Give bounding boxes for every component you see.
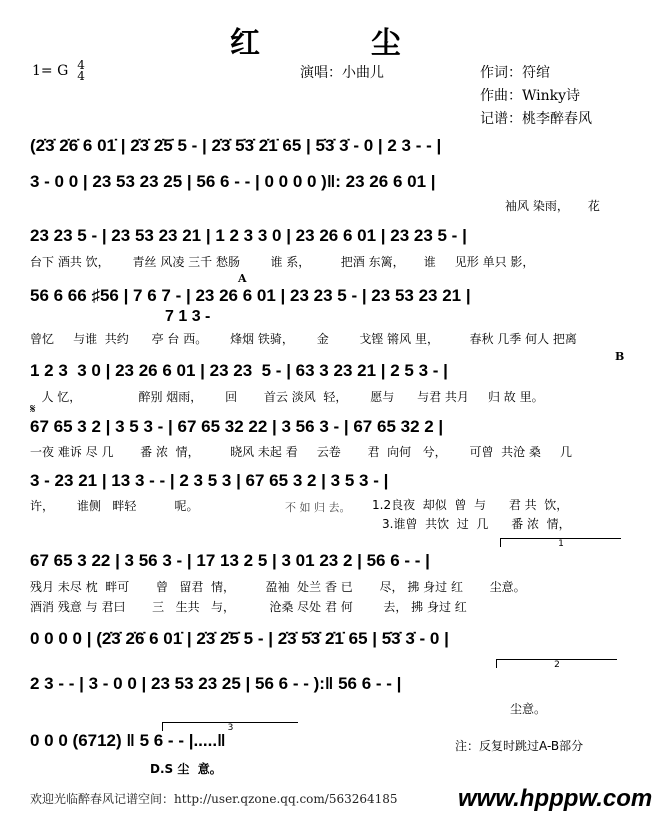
notation-row-3: 23 23 5 - | 23 53 23 21 | 1 2 3 3 0 | 23 26 6 01 | 23 23 5 - |	[30, 226, 467, 245]
lyric-line: 不 如 归 去。	[285, 501, 351, 514]
notation-row-5: 1 2 3 3 0 | 23 26 6 01 | 23 23 5 - | 63 3 23 21 | 2 5 3 - |	[30, 361, 448, 380]
lyric-line: 尘意。	[510, 702, 547, 716]
notation-row-1: (2̇3̇ 2̇6̇ 6 01̇ | 2̇3̇ 2̇5̇ 5 - | 2̇3̇ 5̇3̇ 2̇1̇ 65 | 5̇3̇ 3̇ - 0 | 2 3 - - |	[30, 136, 442, 155]
singer: 演唱：小曲儿	[300, 65, 384, 81]
song-title: 红 尘	[230, 26, 431, 61]
notation-row-6: 67 65 3 2 | 3 5 3 - | 67 65 32 22 | 3 56 3 - | 67 65 32 2 |	[30, 417, 444, 436]
key-signature	[32, 60, 85, 82]
time-signature	[77, 60, 85, 82]
lyric-line: 人 忆， 醉别 烟雨， 回 首云 淡风 轻， 愿与 与君 共月 归 故 里。	[30, 390, 544, 404]
lyric-line: 一夜 难诉 尽 几 番 浓 情， 晓风 未起 看 云卷 君 向何 兮， 可曾 共沧 桑 几	[30, 445, 572, 459]
volta-1: 1	[500, 538, 621, 547]
lyric-line: 台下 酒共 饮， 青丝 风凌 三千 愁肠 谁 系， 把酒 东篱， 谁 见形 单只 影，	[30, 255, 535, 269]
lyric-line: 袖风 染雨， 花	[505, 199, 600, 213]
volta-2: 2	[496, 659, 617, 668]
time-bottom: 4	[77, 69, 85, 83]
ds-lyric: D.S 尘 意。	[150, 762, 222, 776]
marker-a: A	[238, 272, 247, 285]
lyric-line: 曾忆 与谁 共约 亭 台 西。 烽烟 铁骑， 金 戈铿 锵风 里， 春秋 几季 何人 把离	[30, 332, 577, 346]
notation-row-4: 56 6 66 ♯56 | 7 6 7 - | 23 26 6 01 | 23 23 5 - | 23 53 23 21 |	[30, 286, 471, 305]
notation-row-11: 0 0 0 (6712) ‖ 5 6 - - |.....‖	[30, 731, 226, 750]
notation-row-8: 67 65 3 22 | 3 56 3 - | 17 13 2 5 | 3 01 23 2 | 56 6 - - |	[30, 551, 430, 570]
lyric-line: 1.2良夜 却似 曾 与 君 共 饮，	[372, 498, 569, 512]
notation-row-2: 3 - 0 0 | 23 53 23 25 | 56 6 - - | 0 0 0 0 )‖: 23 26 6 01 |	[30, 172, 436, 191]
lyric-line: 3.谁曾 共饮 过 几 番 浓 情，	[382, 517, 571, 531]
notation-row-9: 0 0 0 0 | (2̇3̇ 2̇6̇ 6 01̇ | 2̇3̇ 2̇5̇ 5 - | 2̇3̇ 5̇3̇ 2̇1̇ 65 | 5̇3̇ 3̇ - 0 |	[30, 629, 449, 648]
marker-b: B	[615, 350, 625, 363]
lyric-line: 酒消 残意 与 君曰 三 生共 与， 沧桑 尽处 君 何 去， 拂 身过 红	[30, 600, 467, 614]
time-top: 4	[77, 58, 85, 72]
repeat-note: 注：反复时跳过A-B部分	[455, 739, 584, 753]
segno-icon: 𝄋	[30, 402, 36, 417]
notation-row-7: 3 - 23 21 | 13 3 - - | 2 3 5 3 | 67 65 3 2 | 3 5 3 - |	[30, 471, 389, 490]
footer-text: 欢迎光临醉春风记谱空间：http://user.qzone.qq.com/563264185	[30, 792, 398, 806]
lyric-line: 许， 谁侧 畔轻 呢。	[30, 499, 199, 513]
notation-row-10: 2 3 - - | 3 - 0 0 | 23 53 23 25 | 56 6 - - ):‖ 56 6 - - |	[30, 674, 402, 693]
alt-notation: 7 1 3 -	[165, 308, 211, 325]
brand-watermark: www.hpppw.com	[458, 785, 653, 812]
key: 1= G	[32, 63, 69, 79]
composer: 作曲：Winky诗	[480, 88, 581, 104]
volta-3: 3	[162, 722, 298, 731]
lyric-line: 残月 未尽 枕 畔可 曾 留君 情， 盈袖 处兰 香 已 尽， 拂 身过 红 尘意。	[30, 580, 526, 594]
lyricist: 作词：符绾	[480, 65, 550, 81]
transcriber: 记谱：桃李醉春风	[480, 111, 592, 127]
